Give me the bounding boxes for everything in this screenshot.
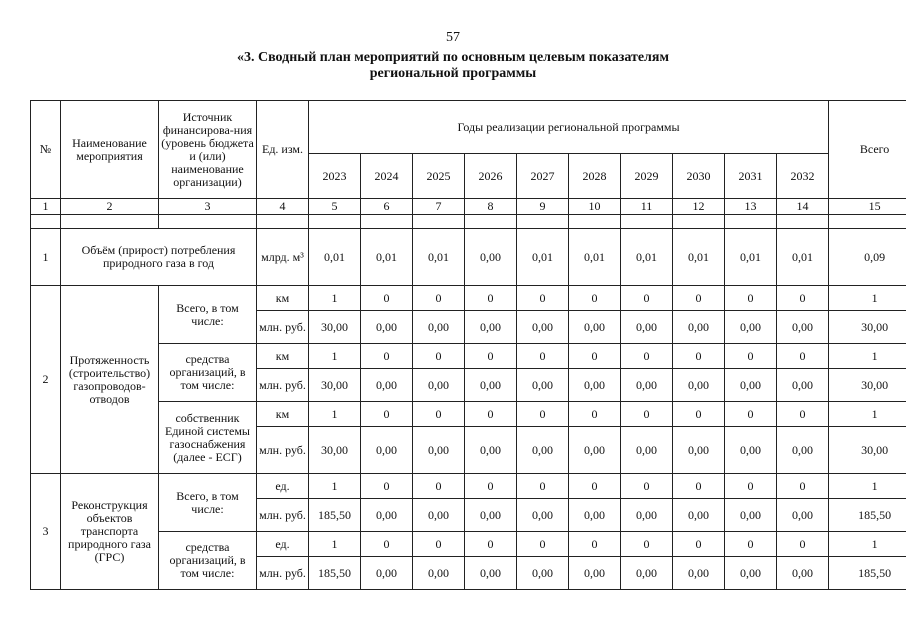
value-cell: 0 — [673, 344, 725, 369]
value-cell: 0 — [413, 286, 465, 311]
value-cell: 0 — [361, 344, 413, 369]
empty-cell — [61, 215, 159, 229]
table-row — [31, 474, 906, 499]
value-cell: 0 — [673, 402, 725, 427]
value-cell: 0 — [413, 402, 465, 427]
header-years-group: Годы реализации региональной программы — [309, 101, 829, 154]
value-cell: 1 — [309, 532, 361, 557]
empty-cell — [829, 215, 906, 229]
value-cell: 0 — [725, 286, 777, 311]
unit-cell: млн. руб. — [257, 499, 309, 532]
header-year: 2025 — [413, 154, 465, 199]
value-cell: 0,00 — [465, 499, 517, 532]
empty-cell — [621, 215, 673, 229]
column-number: 6 — [361, 199, 413, 215]
value-cell: 0,00 — [361, 499, 413, 532]
header-year: 2029 — [621, 154, 673, 199]
value-cell: 0,00 — [465, 427, 517, 474]
header-year: 2023 — [309, 154, 361, 199]
column-number: 9 — [517, 199, 569, 215]
spacer-row — [31, 215, 906, 229]
source-cell: средства организаций, в том числе: — [159, 532, 257, 590]
value-cell: 0,01 — [569, 229, 621, 286]
row-number: 2 — [31, 286, 61, 474]
value-cell: 0,00 — [725, 499, 777, 532]
value-cell: 0,00 — [673, 369, 725, 402]
value-cell: 0,00 — [777, 369, 829, 402]
title-line-2: региональной программы — [369, 66, 537, 81]
value-cell: 0 — [361, 532, 413, 557]
value-cell: 0 — [725, 402, 777, 427]
total-cell: 1 — [829, 402, 906, 427]
value-cell: 0,00 — [517, 427, 569, 474]
value-cell: 185,50 — [309, 557, 361, 590]
empty-cell — [257, 215, 309, 229]
value-cell: 0,00 — [413, 369, 465, 402]
title-line-1: «3. Сводный план мероприятий по основным целевым показателям — [236, 50, 670, 65]
value-cell: 0,00 — [569, 311, 621, 344]
value-cell: 0 — [725, 344, 777, 369]
total-cell: 1 — [829, 532, 906, 557]
total-cell: 1 — [829, 286, 906, 311]
value-cell: 0 — [673, 286, 725, 311]
value-cell: 0,00 — [621, 557, 673, 590]
plan-table — [30, 100, 906, 590]
unit-cell: км — [257, 402, 309, 427]
header-total: Всего — [829, 101, 906, 199]
value-cell: 0,01 — [673, 229, 725, 286]
value-cell: 0 — [621, 402, 673, 427]
empty-cell — [361, 215, 413, 229]
table-row — [31, 402, 906, 427]
value-cell: 0,00 — [673, 499, 725, 532]
value-cell: 0 — [777, 402, 829, 427]
column-number: 8 — [465, 199, 517, 215]
value-cell: 0 — [777, 532, 829, 557]
value-cell: 0 — [621, 344, 673, 369]
column-number: 7 — [413, 199, 465, 215]
unit-cell: км — [257, 344, 309, 369]
value-cell: 0,00 — [465, 311, 517, 344]
value-cell: 0,00 — [413, 499, 465, 532]
value-cell: 0,00 — [673, 311, 725, 344]
column-number: 2 — [61, 199, 159, 215]
empty-cell — [569, 215, 621, 229]
value-cell: 0,00 — [725, 557, 777, 590]
empty-cell — [517, 215, 569, 229]
value-cell: 0,01 — [777, 229, 829, 286]
row-name: Реконструкция объектов транспорта природного газа (ГРС) — [61, 474, 159, 590]
empty-cell — [725, 215, 777, 229]
header-source: Источник финансирова-ния (уровень бюджета и (или) наименование организации) — [159, 101, 257, 199]
value-cell: 0 — [517, 532, 569, 557]
value-cell: 0 — [517, 286, 569, 311]
value-cell: 0,00 — [621, 369, 673, 402]
value-cell: 0,00 — [569, 557, 621, 590]
value-cell: 0 — [465, 532, 517, 557]
header-year: 2031 — [725, 154, 777, 199]
value-cell: 0 — [361, 402, 413, 427]
column-number-row — [31, 199, 906, 215]
value-cell: 0,00 — [517, 369, 569, 402]
value-cell: 0 — [673, 474, 725, 499]
value-cell: 0 — [777, 344, 829, 369]
column-number: 12 — [673, 199, 725, 215]
table-row — [31, 344, 906, 369]
value-cell: 1 — [309, 286, 361, 311]
value-cell: 0,00 — [725, 369, 777, 402]
source-cell: Всего, в том числе: — [159, 286, 257, 344]
header-name: Наименование мероприятия — [61, 101, 159, 199]
empty-cell — [309, 215, 361, 229]
total-cell: 30,00 — [829, 427, 906, 474]
table-row — [31, 532, 906, 557]
value-cell: 30,00 — [309, 369, 361, 402]
empty-cell — [465, 215, 517, 229]
total-cell: 185,50 — [829, 499, 906, 532]
header-year: 2024 — [361, 154, 413, 199]
value-cell: 0 — [517, 402, 569, 427]
header-year: 2030 — [673, 154, 725, 199]
total-cell: 1 — [829, 344, 906, 369]
unit-cell: млн. руб. — [257, 427, 309, 474]
value-cell: 0,00 — [777, 557, 829, 590]
value-cell: 0 — [465, 402, 517, 427]
value-cell: 0,00 — [465, 557, 517, 590]
value-cell: 0 — [777, 474, 829, 499]
unit-cell: млн. руб. — [257, 311, 309, 344]
value-cell: 0 — [777, 286, 829, 311]
value-cell: 0 — [621, 532, 673, 557]
value-cell: 0 — [361, 286, 413, 311]
unit-cell: ед. — [257, 532, 309, 557]
column-number: 5 — [309, 199, 361, 215]
value-cell: 0,00 — [569, 427, 621, 474]
value-cell: 0,00 — [569, 369, 621, 402]
column-number: 11 — [621, 199, 673, 215]
row-name: Протяженность (строительство) газопроводов-отводов — [61, 286, 159, 474]
value-cell: 0,00 — [517, 499, 569, 532]
value-cell: 1 — [309, 344, 361, 369]
row-number: 3 — [31, 474, 61, 590]
value-cell: 0 — [621, 286, 673, 311]
value-cell: 0 — [569, 402, 621, 427]
row-number: 1 — [31, 229, 61, 286]
empty-cell — [31, 215, 61, 229]
value-cell: 0 — [673, 532, 725, 557]
value-cell: 0 — [413, 344, 465, 369]
value-cell: 0 — [517, 344, 569, 369]
value-cell: 0,00 — [413, 311, 465, 344]
header-year: 2028 — [569, 154, 621, 199]
document-title — [0, 50, 906, 82]
value-cell: 0,00 — [361, 369, 413, 402]
header-year: 2027 — [517, 154, 569, 199]
value-cell: 0 — [569, 344, 621, 369]
total-cell: 1 — [829, 474, 906, 499]
value-cell: 0,00 — [621, 499, 673, 532]
value-cell: 0,01 — [309, 229, 361, 286]
value-cell: 0,00 — [361, 557, 413, 590]
column-number: 15 — [829, 199, 906, 215]
column-number: 1 — [31, 199, 61, 215]
value-cell: 185,50 — [309, 499, 361, 532]
empty-cell — [673, 215, 725, 229]
unit-cell: млн. руб. — [257, 557, 309, 590]
table-row — [31, 286, 906, 311]
value-cell: 0,00 — [413, 427, 465, 474]
value-cell: 0 — [361, 474, 413, 499]
unit-cell: км — [257, 286, 309, 311]
table-row — [31, 229, 906, 286]
value-cell: 30,00 — [309, 311, 361, 344]
row-name: Объём (прирост) потребления природного газа в год — [61, 229, 257, 286]
total-cell: 30,00 — [829, 311, 906, 344]
value-cell: 0,01 — [725, 229, 777, 286]
total-cell: 0,09 — [829, 229, 906, 286]
value-cell: 0,00 — [361, 427, 413, 474]
value-cell: 0,00 — [725, 311, 777, 344]
column-number: 10 — [569, 199, 621, 215]
value-cell: 0,00 — [777, 311, 829, 344]
total-cell: 185,50 — [829, 557, 906, 590]
value-cell: 0 — [569, 286, 621, 311]
unit-cell: ед. — [257, 474, 309, 499]
header-year: 2026 — [465, 154, 517, 199]
source-cell: средства организаций, в том числе: — [159, 344, 257, 402]
empty-cell — [777, 215, 829, 229]
value-cell: 0,00 — [777, 427, 829, 474]
value-cell: 0 — [517, 474, 569, 499]
value-cell: 0 — [465, 474, 517, 499]
unit-cell: млрд. м³ — [257, 229, 309, 286]
total-cell: 30,00 — [829, 369, 906, 402]
value-cell: 0,00 — [777, 499, 829, 532]
empty-cell — [413, 215, 465, 229]
unit-cell: млн. руб. — [257, 369, 309, 402]
value-cell: 0,00 — [673, 427, 725, 474]
header-year: 2032 — [777, 154, 829, 199]
value-cell: 0,00 — [413, 557, 465, 590]
value-cell: 0,01 — [517, 229, 569, 286]
value-cell: 0 — [413, 532, 465, 557]
source-cell: Всего, в том числе: — [159, 474, 257, 532]
header-unit: Ед. изм. — [257, 101, 309, 199]
value-cell: 0,00 — [465, 369, 517, 402]
page-number: 57 — [446, 30, 460, 45]
value-cell: 0 — [569, 474, 621, 499]
value-cell: 0 — [413, 474, 465, 499]
value-cell: 0,00 — [361, 311, 413, 344]
value-cell: 0 — [569, 532, 621, 557]
value-cell: 0 — [465, 286, 517, 311]
column-number: 13 — [725, 199, 777, 215]
value-cell: 0,00 — [725, 427, 777, 474]
value-cell: 0,00 — [673, 557, 725, 590]
source-cell: собственник Единой системы газоснабжения (далее - ЕСГ) — [159, 402, 257, 474]
value-cell: 0,01 — [361, 229, 413, 286]
value-cell: 0,00 — [621, 311, 673, 344]
value-cell: 0,00 — [517, 557, 569, 590]
value-cell: 0,00 — [517, 311, 569, 344]
column-number: 4 — [257, 199, 309, 215]
value-cell: 0 — [465, 344, 517, 369]
value-cell: 0,00 — [621, 427, 673, 474]
value-cell: 0,01 — [621, 229, 673, 286]
value-cell: 0 — [725, 532, 777, 557]
value-cell: 0,00 — [465, 229, 517, 286]
value-cell: 1 — [309, 402, 361, 427]
value-cell: 0 — [621, 474, 673, 499]
value-cell: 0 — [725, 474, 777, 499]
value-cell: 30,00 — [309, 427, 361, 474]
value-cell: 1 — [309, 474, 361, 499]
empty-cell — [159, 215, 257, 229]
value-cell: 0,01 — [413, 229, 465, 286]
column-number: 14 — [777, 199, 829, 215]
value-cell: 0,00 — [569, 499, 621, 532]
column-number: 3 — [159, 199, 257, 215]
header-no: № — [31, 101, 61, 199]
